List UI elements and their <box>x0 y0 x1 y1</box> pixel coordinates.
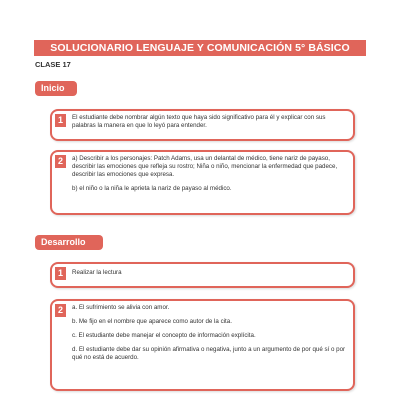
item-paragraph: Realizar la lectura <box>72 269 122 276</box>
inicio-item-1 <box>50 109 355 141</box>
inicio-item-2 <box>50 150 355 215</box>
title-bar <box>34 40 366 56</box>
item-number: 1 <box>55 114 66 127</box>
item-number: 2 <box>55 304 66 317</box>
item-paragraph: El estudiante debe nombrar algún texto que haya sido significativo para él y explicar con sus palabras la manera en que lo leyó para entender. <box>72 114 326 129</box>
item-text <box>72 304 347 368</box>
desarrollo-item-2 <box>50 299 355 391</box>
item-number: 2 <box>55 155 66 168</box>
item-paragraph: b) el niño o la niña le aprieta la nariz de payaso al médico. <box>72 185 232 192</box>
lesson-number: CLASE 17 <box>35 60 71 69</box>
item-paragraph: b. Me fijo en el nombre que aparece como autor de la cita. <box>72 318 232 325</box>
item-paragraph: a. El sufrimiento se alivia con amor. <box>72 304 170 311</box>
item-paragraph: c. El estudiante debe manejar el concepto de información explícita. <box>72 332 256 339</box>
item-paragraph: a) Describir a los personajes: Patch Adams, usa un delantal de médico, tiene nariz de payaso, describir las emociones que refleja su rostro; Niña o niño, mencionar la enfermedad que padece, describir las emociones que expresa. <box>72 155 338 178</box>
item-number: 1 <box>55 267 66 280</box>
section-tag-desarrollo: Desarrollo <box>35 235 103 250</box>
item-text <box>72 269 347 277</box>
section-tag-inicio: Inicio <box>35 81 77 96</box>
desarrollo-item-1 <box>50 262 355 288</box>
item-paragraph: d. El estudiante debe dar su opinión afirmativa o negativa, junto a un argumento de por qué sí o por qué no está de acuerdo. <box>72 346 346 361</box>
item-text <box>72 155 347 199</box>
page-title: SOLUCIONARIO LENGUAJE Y COMUNICACIÓN 5° BÁSICO <box>50 42 350 54</box>
item-text <box>72 114 347 130</box>
